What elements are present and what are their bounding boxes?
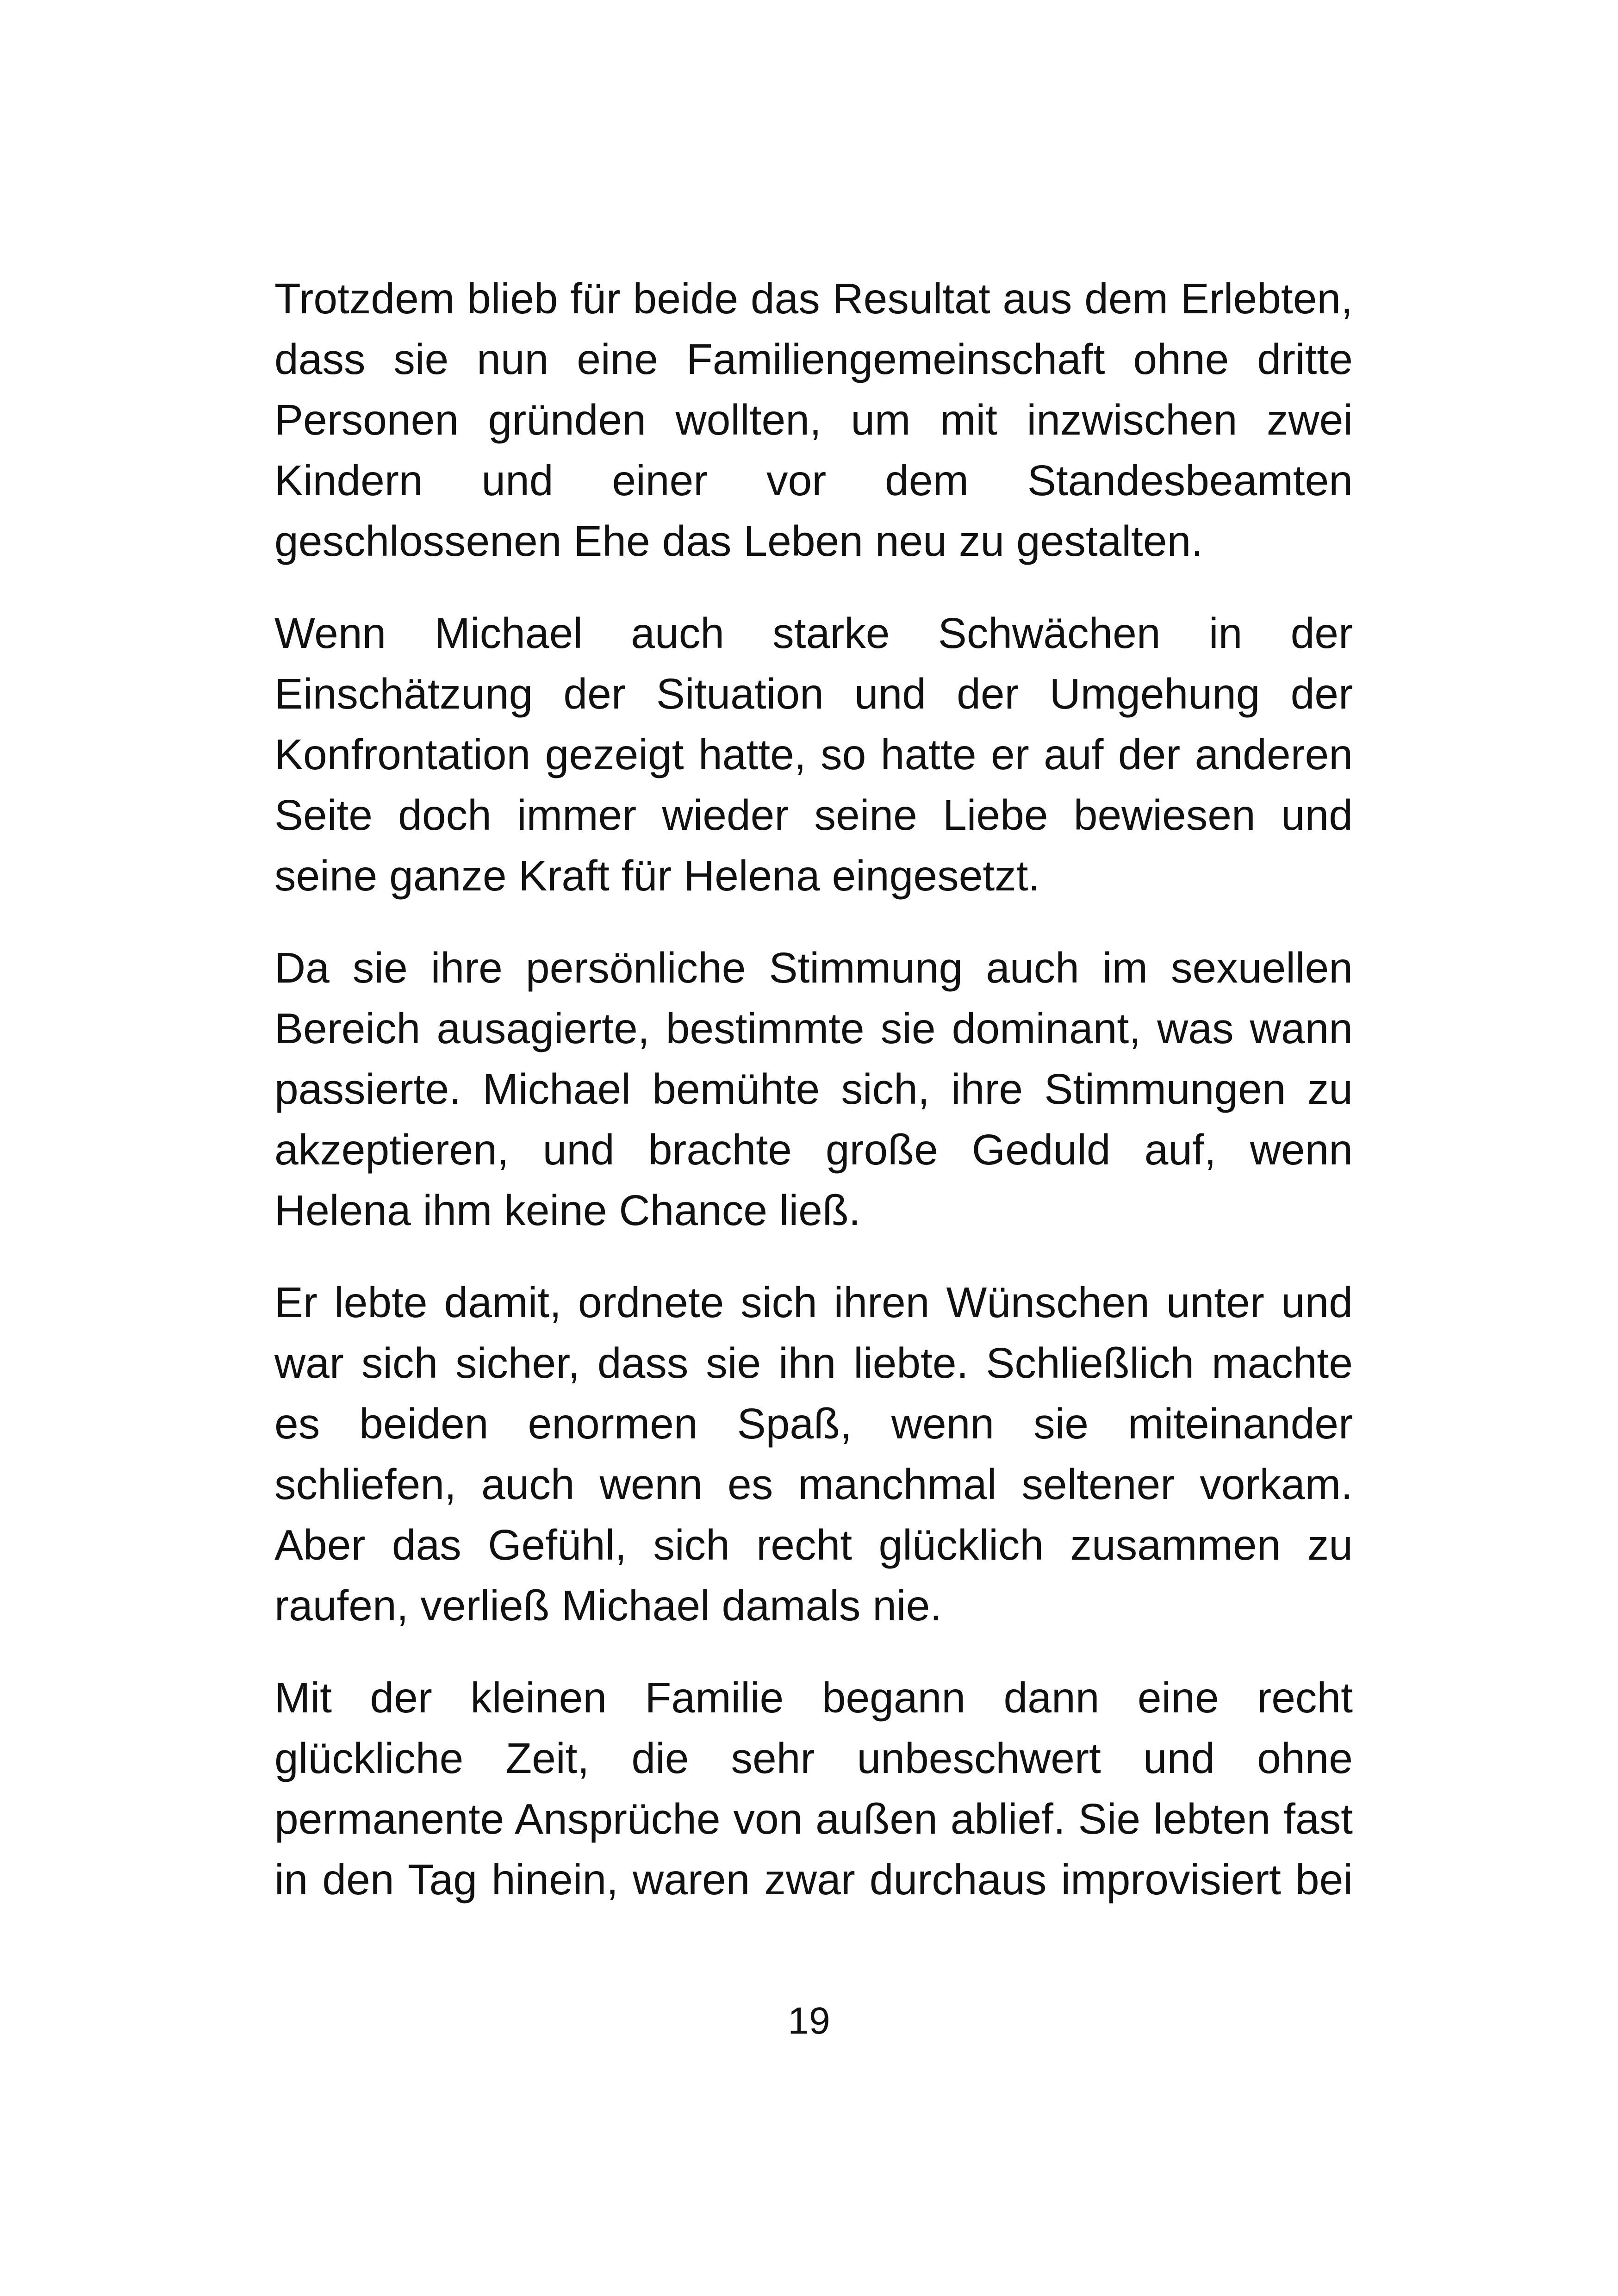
text-line: Er lebte damit, ordnete sich ihren Wünschen unter und	[274, 1278, 1353, 1326]
paragraph-2	[274, 603, 1353, 906]
text-line: Kindern und einer vor dem Standesbeamten	[274, 456, 1353, 504]
text-line: raufen, verließ Michael damals nie.	[274, 1581, 942, 1630]
text-line: Wenn Michael auch starke Schwächen in der	[274, 609, 1353, 657]
text-line: glückliche Zeit, die sehr unbeschwert und ohne	[274, 1734, 1353, 1782]
text-line: permanente Ansprüche von außen ablief. Sie lebten fast	[274, 1795, 1353, 1843]
text-line: Trotzdem blieb für beide das Resultat aus dem Erlebten,	[274, 274, 1353, 323]
page-number: 19	[788, 2000, 830, 2042]
paragraph-4	[274, 1272, 1353, 1636]
text-line: seine ganze Kraft für Helena eingesetzt.	[274, 852, 1040, 900]
text-line: Konfrontation gezeigt hatte, so hatte er auf der anderen	[274, 730, 1353, 778]
text-line: schliefen, auch wenn es manchmal seltener vorkam.	[274, 1460, 1353, 1508]
text-line: Personen gründen wollten, um mit inzwischen zwei	[274, 396, 1353, 444]
text-line: Einschätzung der Situation und der Umgehung der	[274, 670, 1353, 718]
text-line: dass sie nun eine Familiengemeinschaft ohne dritte	[274, 335, 1353, 383]
text-line: Seite doch immer wieder seine Liebe bewiesen und	[274, 791, 1353, 839]
text-line: akzeptieren, und brachte große Geduld auf, wenn	[274, 1126, 1353, 1174]
text-line: Helena ihm keine Chance ließ.	[274, 1186, 861, 1234]
text-line: es beiden enormen Spaß, wenn sie miteinander	[274, 1400, 1353, 1448]
text-line: war sich sicher, dass sie ihn liebte. Schließlich machte	[274, 1339, 1353, 1387]
paragraph-5	[274, 1668, 1353, 1910]
text-line: geschlossenen Ehe das Leben neu zu gestalten.	[274, 517, 1203, 565]
text-line: Bereich ausagierte, bestimmte sie dominant, was wann	[274, 1004, 1353, 1052]
paragraph-1	[274, 268, 1353, 572]
text-line: Aber das Gefühl, sich recht glücklich zusammen zu	[274, 1521, 1353, 1569]
paragraph-3	[274, 938, 1353, 1241]
text-line: in den Tag hinein, waren zwar durchaus improvisiert bei	[274, 1855, 1353, 1904]
text-line: passierte. Michael bemühte sich, ihre Stimmungen zu	[274, 1065, 1353, 1113]
text-line: Mit der kleinen Familie begann dann eine recht	[274, 1674, 1353, 1722]
body-text	[274, 268, 1353, 1941]
text-line: Da sie ihre persönliche Stimmung auch im sexuellen	[274, 944, 1353, 992]
